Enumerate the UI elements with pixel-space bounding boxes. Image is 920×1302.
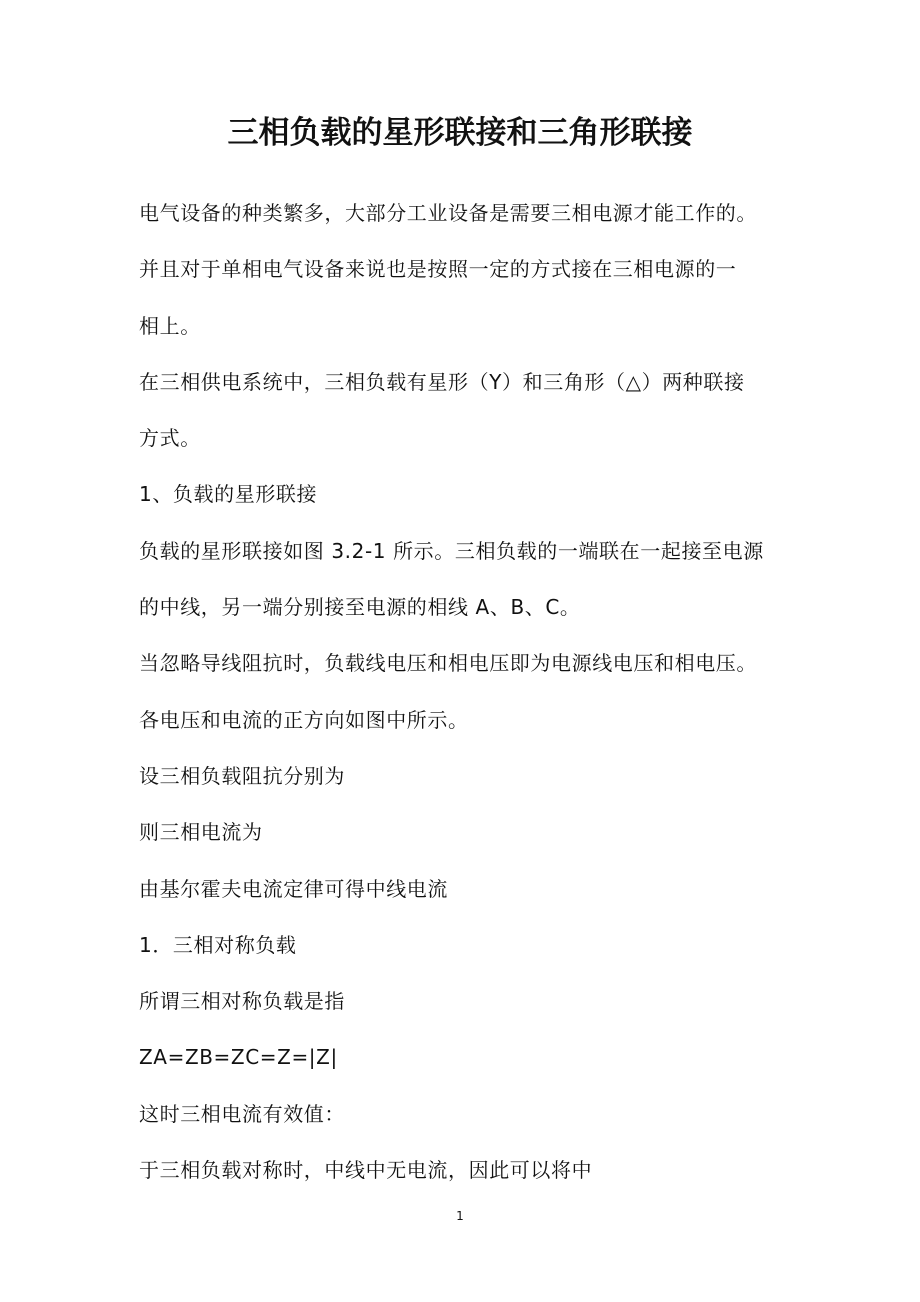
- paragraph-line: 所谓三相对称负载是指: [139, 989, 345, 1014]
- section-heading: 1、负载的星形联接: [139, 482, 318, 507]
- paragraph-line: 于三相负载对称时，中线中无电流，因此可以将中: [139, 1158, 593, 1183]
- paragraph-line: 当忽略导线阻抗时，负载线电压和相电压即为电源线电压和相电压。: [139, 651, 757, 676]
- document-body: [139, 185, 789, 1198]
- document-title: 三相负载的星形联接和三角形联接: [227, 115, 693, 151]
- paragraph-line: 在三相供电系统中，三相负载有星形（Y）和三角形（△）两种联接: [139, 369, 745, 394]
- paragraph-line: 相上。: [139, 313, 201, 338]
- paragraph-line: 由基尔霍夫电流定律可得中线电流: [139, 876, 448, 901]
- paragraph-line: 则三相电流为: [139, 820, 263, 845]
- paragraph-line: 的中线，另一端分别接至电源的相线 A、B、C。: [139, 595, 581, 620]
- paragraph-line: 各电压和电流的正方向如图中所示。: [139, 707, 469, 732]
- subsection-heading: 1．三相对称负载: [139, 932, 297, 957]
- page-number: 1: [456, 1209, 464, 1223]
- paragraph-line: 电气设备的种类繁多，大部分工业设备是需要三相电源才能工作的。: [139, 201, 757, 225]
- paragraph-line: 这时三相电流有效值：: [139, 1101, 345, 1126]
- paragraph-line: 并且对于单相电气设备来说也是按照一定的方式接在三相电源的一: [139, 257, 737, 282]
- formula-line: ZA=ZB=ZC=Z=|Z|: [139, 1045, 338, 1070]
- paragraph-line: 方式。: [139, 426, 201, 451]
- paragraph-line: 设三相负载阻抗分别为: [139, 763, 345, 788]
- paragraph-line: 负载的星形联接如图 3.2-1 所示。三相负载的一端联在一起接至电源: [139, 538, 764, 563]
